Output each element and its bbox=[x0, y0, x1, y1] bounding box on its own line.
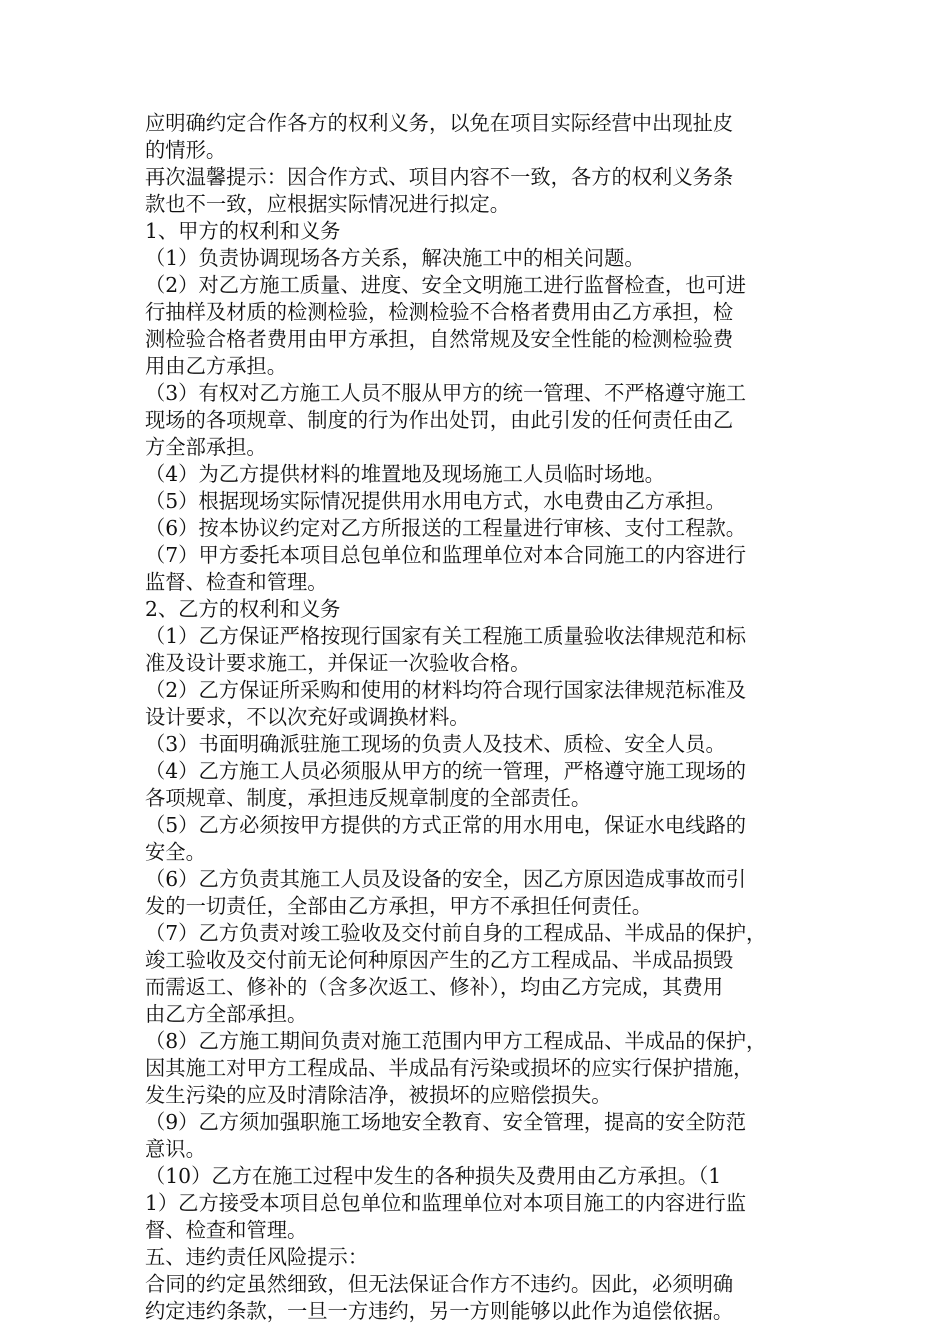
paragraph-a-1 bbox=[145, 245, 810, 272]
text-line: 准及设计要求施工，并保证一次验收合格。 bbox=[145, 651, 531, 675]
text-line: 发的一切责任，全部由乙方承担，甲方不承担任何责任。 bbox=[145, 894, 653, 918]
text-line: （2）对乙方施工质量、进度、安全文明施工进行监督检查，也可进 bbox=[145, 273, 747, 297]
text-line: 行抽样及材质的检测检验，检测检验不合格者费用由乙方承担，检 bbox=[145, 300, 734, 324]
text-line: （7）乙方负责对竣工验收及交付前自身的工程成品、半成品的保护， bbox=[145, 921, 767, 945]
text-line: 因其施工对甲方工程成品、半成品有污染或损坏的应实行保护措施， bbox=[145, 1056, 754, 1080]
paragraph-heading-breach bbox=[145, 1244, 810, 1271]
text-line: （3）书面明确派驻施工现场的负责人及技术、质检、安全人员。 bbox=[145, 732, 726, 756]
paragraph-heading-party-b bbox=[145, 596, 810, 623]
text-line: 竣工验收及交付前无论何种原因产生的乙方工程成品、半成品损毁 bbox=[145, 948, 734, 972]
paragraph-a-6 bbox=[145, 515, 810, 542]
text-line: （2）乙方保证所采购和使用的材料均符合现行国家法律规范标准及 bbox=[145, 678, 747, 702]
text-line: （6）乙方负责其施工人员及设备的安全，因乙方原因造成事故而引 bbox=[145, 867, 747, 891]
paragraph-a-7 bbox=[145, 542, 810, 596]
paragraph-heading-party-a bbox=[145, 218, 810, 245]
text-line: （5）根据现场实际情况提供用水用电方式，水电费由乙方承担。 bbox=[145, 489, 726, 513]
text-line: 而需返工、修补的（含多次返工、修补），均由乙方完成，其费用 bbox=[145, 975, 724, 999]
text-line: 安全。 bbox=[145, 840, 206, 864]
text-line: 用由乙方承担。 bbox=[145, 354, 287, 378]
text-line: （1）乙方保证严格按现行国家有关工程施工质量验收法律规范和标 bbox=[145, 624, 747, 648]
text-line: 方全部承担。 bbox=[145, 435, 267, 459]
text-line: 发生污染的应及时清除洁净，被损坏的应赔偿损失。 bbox=[145, 1083, 612, 1107]
paragraph-a-3 bbox=[145, 380, 810, 461]
text-line: 再次温馨提示：因合作方式、项目内容不一致，各方的权利义务条 bbox=[145, 165, 734, 189]
text-line: （3）有权对乙方施工人员不服从甲方的统一管理、不严格遵守施工 bbox=[145, 381, 747, 405]
paragraph-b-2 bbox=[145, 677, 810, 731]
paragraph-b-10-11 bbox=[145, 1163, 810, 1244]
text-line: （9）乙方须加强职施工场地安全教育、安全管理，提高的安全防范 bbox=[145, 1110, 747, 1134]
text-line: 1）乙方接受本项目总包单位和监理单位对本项目施工的内容进行监 bbox=[145, 1191, 747, 1215]
paragraph-b-7 bbox=[145, 920, 810, 1028]
paragraph-intro bbox=[145, 110, 810, 164]
text-line: 应明确约定合作各方的权利义务，以免在项目实际经营中出现扯皮 bbox=[145, 111, 734, 135]
text-line: （4）为乙方提供材料的堆置地及现场施工人员临时场地。 bbox=[145, 462, 665, 486]
paragraph-b-1 bbox=[145, 623, 810, 677]
text-line: 督、检查和管理。 bbox=[145, 1218, 308, 1242]
text-line: 测检验合格者费用由甲方承担，自然常规及安全性能的检测检验费 bbox=[145, 327, 734, 351]
paragraph-a-4 bbox=[145, 461, 810, 488]
text-line: 五、违约责任风险提示： bbox=[145, 1245, 369, 1269]
text-line: 现场的各项规章、制度的行为作出处罚，由此引发的任何责任由乙 bbox=[145, 408, 734, 432]
text-line: 1、甲方的权利和义务 bbox=[145, 219, 341, 243]
text-line: 约定违约条款，一旦一方违约，另一方则能够以此作为追偿依据。 bbox=[145, 1299, 734, 1323]
text-line: （7）甲方委托本项目总包单位和监理单位对本合同施工的内容进行 bbox=[145, 543, 747, 567]
paragraph-a-2 bbox=[145, 272, 810, 380]
paragraph-b-5 bbox=[145, 812, 810, 866]
paragraph-b-9 bbox=[145, 1109, 810, 1163]
text-line: 2、乙方的权利和义务 bbox=[145, 597, 341, 621]
paragraph-b-3 bbox=[145, 731, 810, 758]
text-line: 意识。 bbox=[145, 1137, 206, 1161]
text-line: （10）乙方在施工过程中发生的各种损失及费用由乙方承担。（1 bbox=[145, 1164, 722, 1188]
paragraph-reminder bbox=[145, 164, 810, 218]
text-line: 款也不一致，应根据实际情况进行拟定。 bbox=[145, 192, 511, 216]
paragraph-a-5 bbox=[145, 488, 810, 515]
text-line: （1）负责协调现场各方关系，解决施工中的相关问题。 bbox=[145, 246, 645, 270]
text-line: 的情形。 bbox=[145, 138, 227, 162]
text-line: （5）乙方必须按甲方提供的方式正常的用水用电，保证水电线路的 bbox=[145, 813, 747, 837]
paragraph-b-8 bbox=[145, 1028, 810, 1109]
paragraph-b-4 bbox=[145, 758, 810, 812]
text-line: （6）按本协议约定对乙方所报送的工程量进行审核、支付工程款。 bbox=[145, 516, 747, 540]
text-line: 设计要求，不以次充好或调换材料。 bbox=[145, 705, 470, 729]
text-line: 合同的约定虽然细致，但无法保证合作方不违约。因此，必须明确 bbox=[145, 1272, 734, 1296]
document-page bbox=[145, 110, 810, 1325]
text-line: 由乙方全部承担。 bbox=[145, 1002, 308, 1026]
text-line: 监督、检查和管理。 bbox=[145, 570, 328, 594]
paragraph-b-6 bbox=[145, 866, 810, 920]
text-line: （8）乙方施工期间负责对施工范围内甲方工程成品、半成品的保护， bbox=[145, 1029, 767, 1053]
paragraph-breach-text bbox=[145, 1271, 810, 1325]
text-line: （4）乙方施工人员必须服从甲方的统一管理，严格遵守施工现场的 bbox=[145, 759, 747, 783]
text-line: 各项规章、制度，承担违反规章制度的全部责任。 bbox=[145, 786, 592, 810]
